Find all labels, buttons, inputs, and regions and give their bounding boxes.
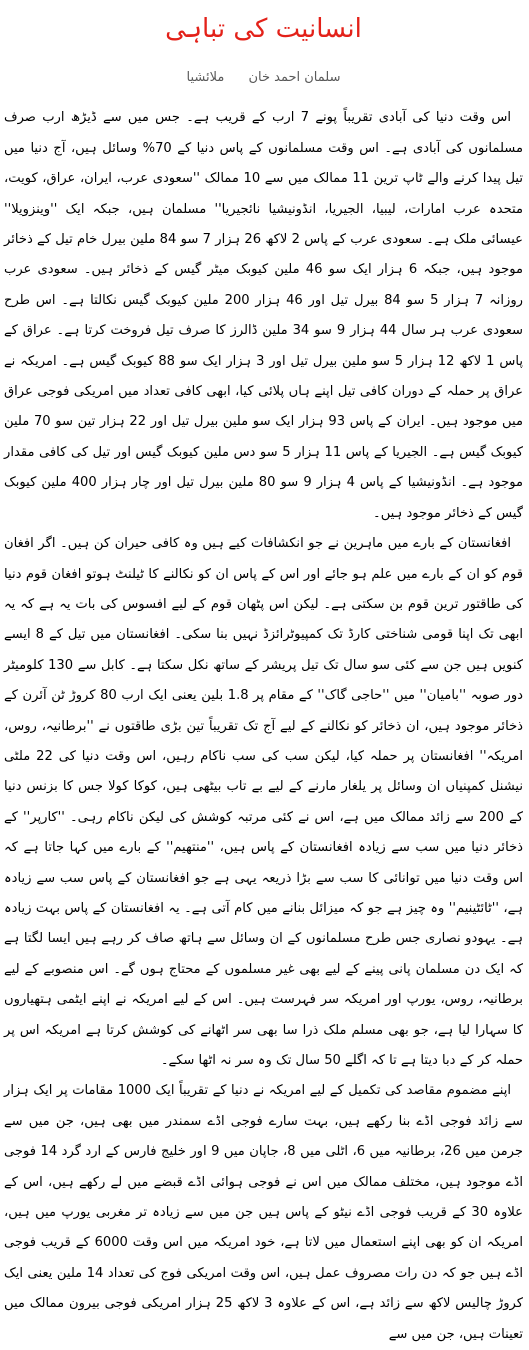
paragraph-2: افغانستان کے بارے میں ماہرین نے جو انکشافات کیے ہیں وہ کافی حیران کن ہیں۔ اگر افغان قوم کو ان کے بارے میں علم ہو جائے اور اس کے پاس ان کو نکالنے کا ٹیلنٹ ہوتو افغان قوم دنیا کی طاقتور ترین قوم بن سکتی ہے۔ لیکن اس پٹھان قوم کے لیے افسوس کی بات یہ ہے کہ یہ ابھی تک اپنا قومی شناختی کارڈ تک کمپیوٹرائزڈ نہیں بنا سکی۔ افغانستان میں تیل کے 8 ایسے کنویں ہیں جن سے کئی سو سال تک تیل پریشر کے ساتھ نکل سکتا ہے۔ کابل سے 130 کلومیٹر دور صوبہ ''بامیان'' میں ''حاجی گاک'' کے مقام پر 1.8 بلین یعنی ایک ارب 80 کروڑ ٹن آئرن کے ذخائر موجود ہیں، ان ذخائر کو نکالنے کے لیے آج تک تقریباً تین بڑی طاقتوں نے ''برطانیہ، روس، امریکہ'' افغانستان پر حملہ کیا، لیکن سب کی سب ناکام رہیں، اس وقت دنیا کی 22 ملٹی نیشنل کمپنیاں ان وسائل پر یلغار مارنے کے لیے بے تاب بیٹھی ہیں، کوکا کولا جس کا بزنس دنیا کے 200 سے زائد ممالک میں ہے، اس نے کئی مرتبہ کوشش کی لیکن ناکام رہی۔ ''کارپر'' کے ذخائر دنیا میں سب سے زیادہ افغانستان کے پاس ہیں، ''منتھیم'' کے بارے میں کہا جاتا ہے کہ اس وقت دنیا میں توانائی کا سب سے بڑا ذریعہ یہی ہے جو افغانستان کے پاس سب سے زیادہ ہے، ''ٹائٹینیم'' وہ چیز ہے جو کہ میزائل بنانے میں کام آتی ہے۔ یہ افغانستان کے پاس بہت زیادہ ہے۔ یہودو نصاری جس طرح مسلمانوں کے ان وسائل سے ہاتھ صاف کر رہے ہیں ایسا لگتا ہے کہ ایک دن مسلمان پانی پینے کے لیے بھی غیر مسلموں کے محتاج ہوں گے۔ اس منصوبے کے لیے برطانیہ، روس، یورپ اور امریکہ سر فہرست ہیں۔ اس کے لیے امریکہ نے اپنے ایٹمی ہتھیاروں کا سہارا لیا ہے، جو بھی مسلم ملک ذرا سا بھی سر اٹھانے کی کوشش کرتا ہے امریکہ اس پر حملہ کر کے دبا دیتا ہے تا کہ اگلے 50 سال تک وہ سر نہ اٹھا سکے۔ bbox=[4, 536, 524, 1068]
paragraph-1: اس وقت دنیا کی آبادی تقریباً پونے 7 ارب کے قریب ہے۔ جس میں سے ڈیڑھ ارب صرف مسلمانوں کی آبادی ہے۔ اس وقت مسلمانوں کے پاس دنیا کے 70% وسائل ہیں، آج دنیا میں تیل پیدا کرنے والے ٹاپ ترین 11 ممالک میں سے 10 ممالک ''سعودی عرب، ایران، عراق، کویت، متحدہ عرب امارات، لیبیا، الجیریا، انڈونیشیا نائجیریا'' مسلمان ہیں، جبکہ ایک ''وینزویلا'' عیسائی ملک ہے۔ سعودی عرب کے پاس 2 لاکھ 26 ہزار 7 سو 84 ملین بیرل خام تیل کے ذخائر موجود ہیں، جبکہ 6 ہزار ایک سو 46 ملین کیوبک میٹر گیس کے ذخائر ہیں۔ سعودی عرب روزانہ 7 ہزار 5 سو 84 بیرل تیل اور 46 ہزار 200 ملین کیوبک گیس نکالتا ہے۔ اس طرح سعودی عرب ہر سال 44 ہزار 9 سو 34 ملین ڈالرز کا صرف تیل فروخت کرتا ہے۔ عراق کے پاس 1 لاکھ 12 ہزار 5 سو ملین بیرل تیل اور 3 ہزار ایک سو 88 کیوبک گیس ہے۔ امریکہ نے عراق پر حملہ کے دوران کافی تیل اپنے ہاں پلائی کیا، ابھی کافی تعداد میں امریکی فوجی عراق میں موجود ہیں۔ ایران کے پاس 93 ہزار ایک سو ملین بیرل تیل اور 22 ہزار تین سو 70 ملین کیوبک گیس ہے۔ الجیریا کے پاس 11 ہزار 5 سو دس ملین کیوبک گیس اور تیل کی کافی مقدار موجود ہے۔ انڈونیشیا کے پاس 4 ہزار 9 سو 80 ملین بیرل تیل اور چار ہزار 400 ملین کیوبک گیس کے ذخائر موجود ہیں۔ bbox=[4, 110, 524, 521]
author-location: ملائشیا bbox=[186, 70, 225, 86]
article-title: انسانیت کی تباہی bbox=[165, 14, 362, 44]
paragraph-3: اپنے مضموم مقاصد کی تکمیل کے لیے امریکہ نے دنیا کے تقریباً ایک 1000 مقامات پر ایک ہزار سے زائد فوجی اڈے بنا رکھے ہیں، بہت سارے فوجی اڈے سمندر میں بھی ہیں، جن میں سے جرمن میں 26، برطانیہ میں 6، اٹلی میں 8، جاپان میں 9 اور خلیج فارس کے ارد گرد 14 فوجی اڈے موجود ہیں، مختلف ممالک میں اس نے فوجی ہوائی اڈے قبضے میں لے رکھے ہیں، اس کے علاوہ 30 کے قریب فوجی اڈے نیٹو کے پاس ہیں جن میں سے زیادہ تر مغربی یورپ میں ہیں، امریکہ ان کو بھی اپنے استعمال میں لاتا ہے، خود امریکہ میں اس وقت 6000 کے قریب فوجی اڈے ہیں جو کہ دن رات مصروف عمل ہیں، اس وقت امریکی فوج کی تعداد 14 ملین یعنی ایک کروڑ چالیس لاکھ سے زائد ہے، اس کے علاوہ 3 لاکھ 25 ہزار امریکی فوجی بیرون ممالک میں تعینات ہیں، جن میں سے bbox=[4, 1083, 523, 1342]
byline bbox=[4, 69, 523, 103]
author-name: سلمان احمد خان bbox=[248, 70, 341, 86]
article-body bbox=[4, 103, 523, 1350]
